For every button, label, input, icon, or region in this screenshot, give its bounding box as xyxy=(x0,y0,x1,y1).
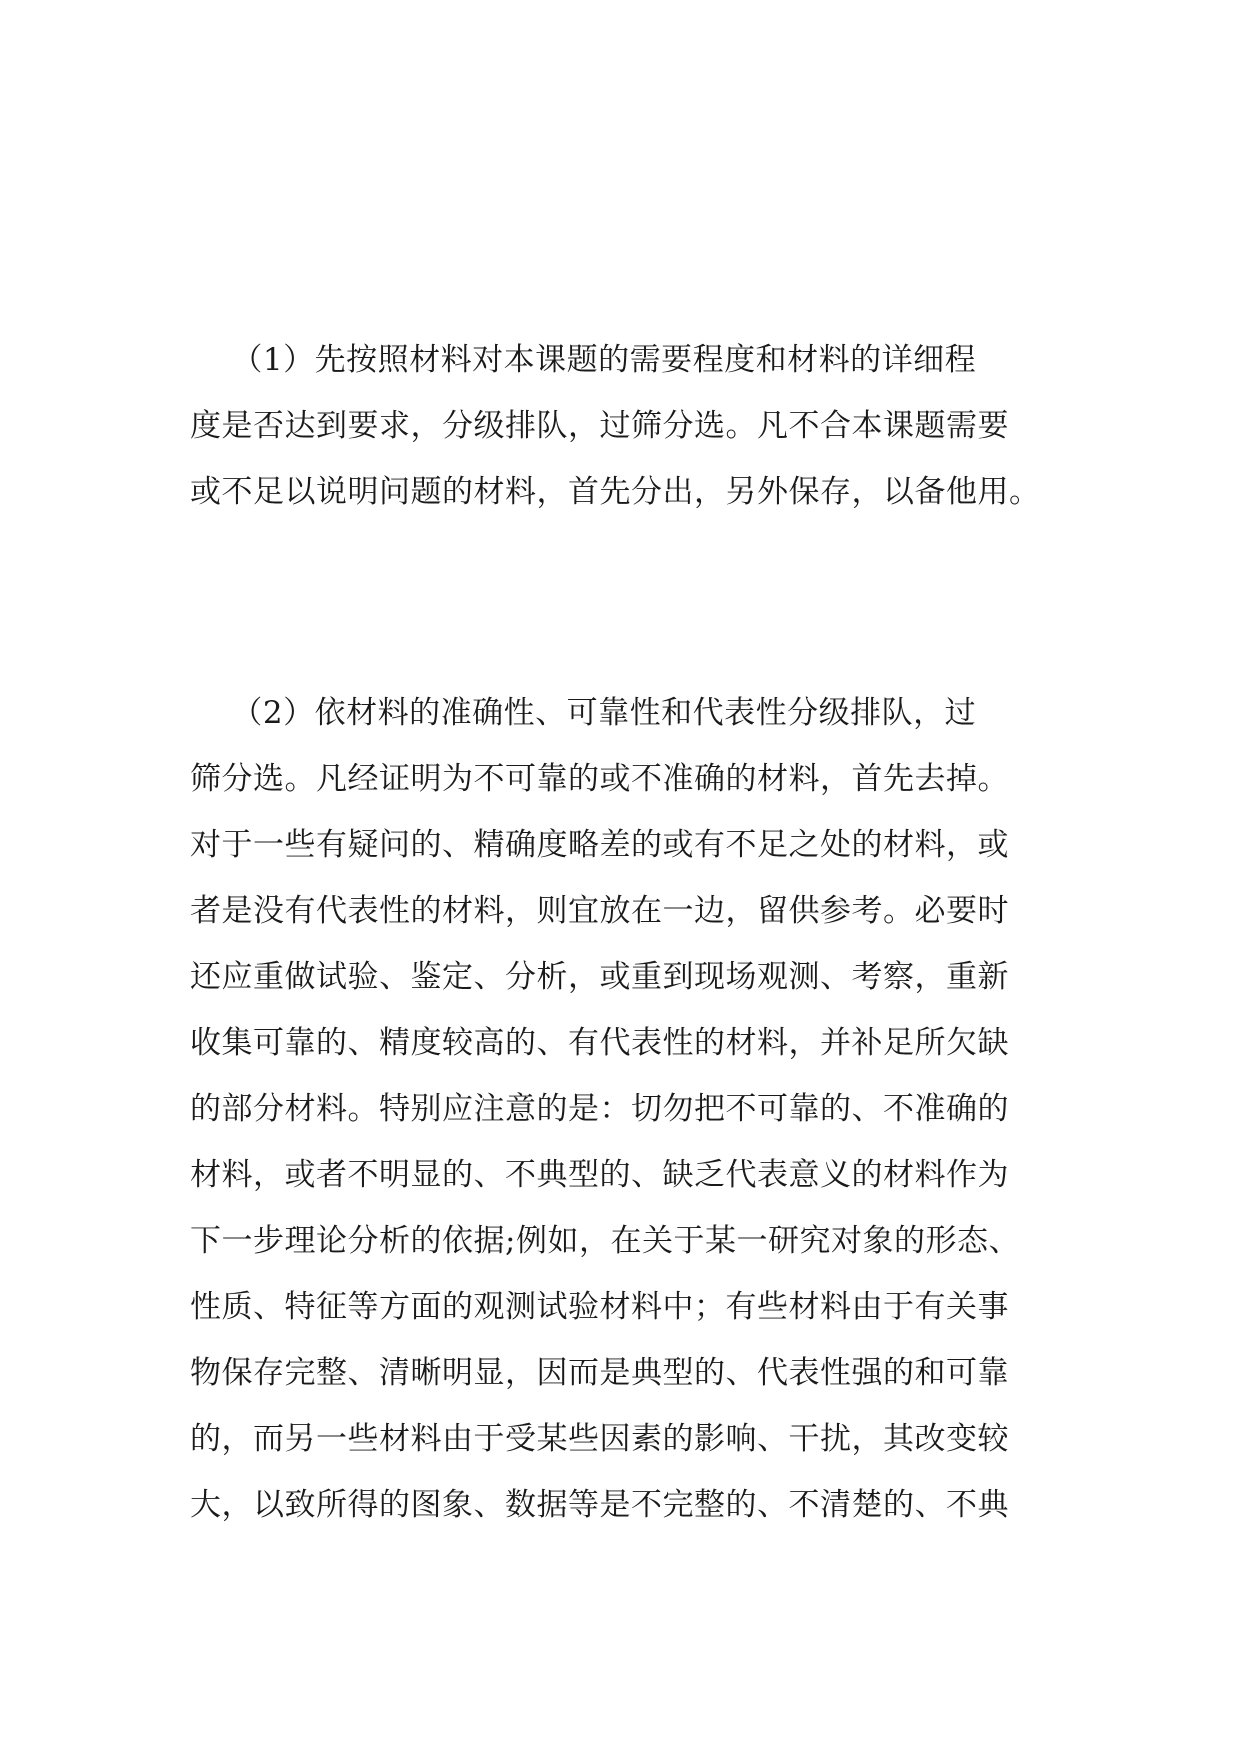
paragraph-line: 筛分选。凡经证明为不可靠的或不准确的材料，首先去掉。 xyxy=(190,761,1009,797)
paragraph-line: 对于一些有疑问的、精确度略差的或有不足之处的材料，或 xyxy=(190,827,1009,863)
paragraph-2 xyxy=(190,680,1070,1538)
paragraph-1 xyxy=(190,327,1070,525)
paragraph-line: 材料，或者不明显的、不典型的、缺乏代表意义的材料作为 xyxy=(190,1157,1009,1193)
paragraph-line: （1）先按照材料对本课题的需要程度和材料的详细程 xyxy=(190,342,977,378)
paragraph-line: （2）依材料的准确性、可靠性和代表性分级排队，过 xyxy=(190,695,977,731)
paragraph-line: 性质、特征等方面的观测试验材料中；有些材料由于有关事 xyxy=(190,1289,1009,1325)
paragraph-line: 的，而另一些材料由于受某些因素的影响、干扰，其改变较 xyxy=(190,1421,1009,1457)
paragraph-line: 收集可靠的、精度较高的、有代表性的材料，并补足所欠缺 xyxy=(190,1025,1009,1061)
paragraph-line: 大，以致所得的图象、数据等是不完整的、不清楚的、不典 xyxy=(190,1487,1009,1523)
paragraph-line: 还应重做试验、鉴定、分析，或重到现场观测、考察，重新 xyxy=(190,959,1009,995)
paragraph-line: 度是否达到要求，分级排队，过筛分选。凡不合本课题需要 xyxy=(190,408,1009,444)
paragraph-line: 者是没有代表性的材料，则宜放在一边，留供参考。必要时 xyxy=(190,893,1009,929)
paragraph-line: 物保存完整、清晰明显，因而是典型的、代表性强的和可靠 xyxy=(190,1355,1009,1391)
paragraph-line: 的部分材料。特别应注意的是：切勿把不可靠的、不准确的 xyxy=(190,1091,1009,1127)
paragraph-line: 或不足以说明问题的材料，首先分出，另外保存，以备他用。 xyxy=(190,474,1041,510)
paragraph-line: 下一步理论分析的依据;例如，在关于某一研究对象的形态、 xyxy=(190,1223,1020,1259)
